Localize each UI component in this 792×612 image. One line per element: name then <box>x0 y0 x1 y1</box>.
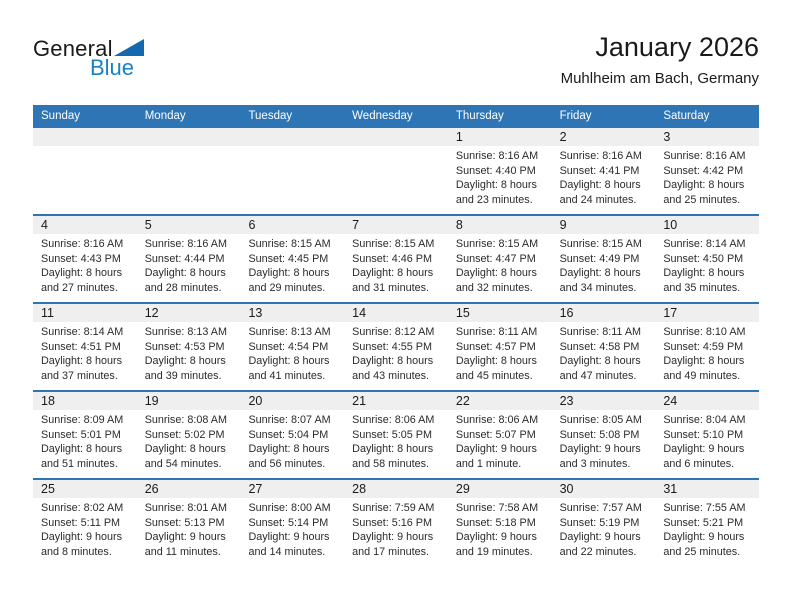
day-cell-details <box>137 234 241 302</box>
page-title: January 2026 <box>595 32 759 62</box>
day-number: 18 <box>41 394 55 408</box>
weekday-header-cell: Thursday <box>455 109 504 122</box>
day-number: 19 <box>144 394 159 408</box>
sunrise-text: Sunrise: 8:13 AM <box>144 326 227 338</box>
day-cell-details <box>33 498 137 566</box>
day-number: 22 <box>455 394 470 408</box>
day-cell-details <box>240 410 344 478</box>
week-row <box>33 214 759 302</box>
sunset-text: Sunset: 4:45 PM <box>248 252 329 265</box>
sunrise-text: Sunrise: 8:04 AM <box>663 414 746 426</box>
sunset-text: Sunset: 4:57 PM <box>455 340 536 353</box>
sunset-text: Sunset: 5:01 PM <box>41 428 121 441</box>
day-number: 31 <box>663 482 678 496</box>
day-cell-details <box>344 322 448 390</box>
day-number: 23 <box>559 394 574 408</box>
day-number: 21 <box>352 394 367 408</box>
sunrise-text: Sunrise: 8:09 AM <box>41 414 124 426</box>
sunset-text: Sunset: 5:14 PM <box>248 516 329 529</box>
sunrise-text: Sunrise: 8:16 AM <box>144 238 227 250</box>
sunrise-text: Sunrise: 8:07 AM <box>248 414 331 426</box>
sunset-text: Sunset: 4:46 PM <box>352 252 432 265</box>
day-number <box>240 128 344 146</box>
day-cell-details <box>552 498 656 566</box>
sunset-text: Sunset: 5:19 PM <box>559 516 640 529</box>
day-cell-details <box>240 498 344 566</box>
sunset-text: Sunset: 5:04 PM <box>248 428 329 441</box>
sunset-text: Sunset: 5:18 PM <box>455 516 536 529</box>
day-cell-details <box>240 146 344 214</box>
weekday-header-cell: Friday <box>559 109 592 122</box>
weekday-header-cell: Tuesday <box>248 109 293 122</box>
daylight-text: Daylight: 9 hours and 1 minute. <box>455 443 537 470</box>
daylight-text: Daylight: 8 hours and 34 minutes. <box>559 267 641 294</box>
day-number: 13 <box>248 306 263 320</box>
day-cell-details <box>33 410 137 478</box>
day-cell-details <box>448 146 552 214</box>
sunrise-text: Sunrise: 8:12 AM <box>352 326 435 338</box>
logo-triangle-icon <box>114 39 144 56</box>
daylight-text: Daylight: 8 hours and 35 minutes. <box>663 267 745 294</box>
weekday-header-cell: Saturday <box>663 109 710 122</box>
sunset-text: Sunset: 4:44 PM <box>144 252 225 265</box>
day-cell-details <box>448 410 552 478</box>
day-cell-details <box>655 234 759 302</box>
weekday-header-cell: Sunday <box>41 109 81 122</box>
logo-general-label: General <box>33 36 113 61</box>
daylight-text: Daylight: 8 hours and 58 minutes. <box>352 443 434 470</box>
sunrise-text: Sunrise: 8:02 AM <box>41 502 124 514</box>
sunrise-text: Sunrise: 8:14 AM <box>41 326 124 338</box>
sunrise-text: Sunrise: 8:06 AM <box>352 414 435 426</box>
sunrise-text: Sunrise: 8:14 AM <box>663 238 746 250</box>
week-details-row <box>33 234 759 302</box>
day-cell-details <box>655 498 759 566</box>
sunset-text: Sunset: 5:02 PM <box>144 428 225 441</box>
day-number <box>137 128 241 146</box>
sunset-text: Sunset: 5:21 PM <box>663 516 744 529</box>
daylight-text: Daylight: 8 hours and 24 minutes. <box>559 179 641 206</box>
day-cell-details <box>655 410 759 478</box>
sunrise-text: Sunrise: 8:06 AM <box>455 414 539 426</box>
logo-text-blue: Blue <box>90 55 135 80</box>
day-cell-details <box>240 234 344 302</box>
day-number: 24 <box>663 394 678 408</box>
day-cell-details <box>448 234 552 302</box>
sunrise-text: Sunrise: 8:11 AM <box>559 326 642 338</box>
day-cell-details <box>655 146 759 214</box>
calendar-table <box>33 105 759 566</box>
sunset-text: Sunset: 4:55 PM <box>352 340 432 353</box>
day-number: 29 <box>455 482 470 496</box>
sunrise-text: Sunrise: 7:57 AM <box>559 502 642 514</box>
week-details-row <box>33 146 759 214</box>
day-cell-details <box>552 234 656 302</box>
day-cell-details <box>552 322 656 390</box>
day-number: 20 <box>248 394 263 408</box>
sunrise-text: Sunrise: 8:16 AM <box>455 150 539 162</box>
day-number: 25 <box>41 482 55 496</box>
day-number-band <box>33 304 759 322</box>
daylight-text: Daylight: 8 hours and 27 minutes. <box>41 267 123 294</box>
week-row <box>33 478 759 566</box>
sunset-text: Sunset: 4:43 PM <box>41 252 121 265</box>
week-details-row <box>33 322 759 390</box>
daylight-text: Daylight: 9 hours and 22 minutes. <box>559 531 641 558</box>
sunrise-text: Sunrise: 8:15 AM <box>559 238 642 250</box>
day-number: 10 <box>663 218 678 232</box>
day-cell-details <box>552 146 656 214</box>
day-number: 28 <box>352 482 367 496</box>
sunrise-text: Sunrise: 8:01 AM <box>144 502 227 514</box>
sunrise-text: Sunrise: 8:15 AM <box>352 238 435 250</box>
sunset-text: Sunset: 5:13 PM <box>144 516 225 529</box>
day-number: 9 <box>559 218 567 232</box>
sunset-text: Sunset: 4:50 PM <box>663 252 744 265</box>
day-cell-details <box>448 498 552 566</box>
sunset-text: Sunset: 4:54 PM <box>248 340 329 353</box>
day-number-band <box>33 216 759 234</box>
day-number: 14 <box>352 306 367 320</box>
daylight-text: Daylight: 9 hours and 19 minutes. <box>455 531 537 558</box>
day-cell-details <box>655 322 759 390</box>
day-number: 16 <box>559 306 574 320</box>
daylight-text: Daylight: 9 hours and 14 minutes. <box>248 531 330 558</box>
weekday-header-cell: Monday <box>144 109 186 122</box>
day-cell-details <box>240 322 344 390</box>
sunset-text: Sunset: 5:07 PM <box>455 428 536 441</box>
day-number <box>33 128 137 146</box>
day-number: 3 <box>663 130 671 144</box>
day-cell-details <box>33 234 137 302</box>
day-number: 15 <box>455 306 470 320</box>
daylight-text: Daylight: 9 hours and 3 minutes. <box>559 443 641 470</box>
day-cell-details <box>552 410 656 478</box>
day-number: 26 <box>144 482 159 496</box>
weekday-header-cell: Wednesday <box>352 109 413 122</box>
day-cell-details <box>137 498 241 566</box>
week-details-row <box>33 410 759 478</box>
day-number: 4 <box>41 218 48 232</box>
daylight-text: Daylight: 9 hours and 25 minutes. <box>663 531 745 558</box>
day-cell-details <box>344 498 448 566</box>
day-number: 12 <box>144 306 159 320</box>
day-number: 11 <box>41 306 54 320</box>
day-number: 8 <box>455 218 463 232</box>
daylight-text: Daylight: 8 hours and 51 minutes. <box>41 443 123 470</box>
sunrise-text: Sunrise: 8:15 AM <box>248 238 331 250</box>
week-details-row <box>33 498 759 566</box>
sunset-text: Sunset: 4:47 PM <box>455 252 536 265</box>
daylight-text: Daylight: 9 hours and 17 minutes. <box>352 531 434 558</box>
week-row <box>33 390 759 478</box>
day-cell-details <box>33 322 137 390</box>
daylight-text: Daylight: 8 hours and 39 minutes. <box>144 355 226 382</box>
sunrise-text: Sunrise: 7:55 AM <box>663 502 746 514</box>
sunset-text: Sunset: 4:59 PM <box>663 340 744 353</box>
day-cell-details <box>344 234 448 302</box>
day-cell-details <box>137 410 241 478</box>
brand-logo <box>33 36 144 81</box>
calendar-grid <box>33 126 759 566</box>
sunset-text: Sunset: 5:08 PM <box>559 428 640 441</box>
daylight-text: Daylight: 8 hours and 47 minutes. <box>559 355 641 382</box>
sunset-text: Sunset: 5:05 PM <box>352 428 432 441</box>
day-number: 2 <box>559 130 567 144</box>
daylight-text: Daylight: 8 hours and 54 minutes. <box>144 443 226 470</box>
sunrise-text: Sunrise: 8:16 AM <box>559 150 642 162</box>
daylight-text: Daylight: 8 hours and 29 minutes. <box>248 267 330 294</box>
sunrise-text: Sunrise: 8:05 AM <box>559 414 642 426</box>
sunset-text: Sunset: 4:49 PM <box>559 252 640 265</box>
day-cell-details <box>137 146 241 214</box>
day-number: 17 <box>663 306 678 320</box>
daylight-text: Daylight: 8 hours and 56 minutes. <box>248 443 330 470</box>
day-number: 5 <box>144 218 152 232</box>
daylight-text: Daylight: 8 hours and 23 minutes. <box>455 179 537 206</box>
day-cell-details <box>137 322 241 390</box>
day-number-band <box>33 480 759 498</box>
day-cell-details <box>344 410 448 478</box>
day-number: 6 <box>248 218 256 232</box>
week-row <box>33 302 759 390</box>
day-cell-details <box>33 146 137 214</box>
daylight-text: Daylight: 8 hours and 31 minutes. <box>352 267 434 294</box>
daylight-text: Daylight: 9 hours and 11 minutes. <box>144 531 226 558</box>
sunrise-text: Sunrise: 8:16 AM <box>41 238 124 250</box>
sunset-text: Sunset: 4:58 PM <box>559 340 640 353</box>
sunset-text: Sunset: 4:51 PM <box>41 340 121 353</box>
day-cell-details <box>448 322 552 390</box>
daylight-text: Daylight: 8 hours and 49 minutes. <box>663 355 745 382</box>
week-row <box>33 126 759 214</box>
day-number-band <box>33 392 759 410</box>
day-number: 30 <box>559 482 574 496</box>
day-number: 1 <box>455 130 463 144</box>
daylight-text: Daylight: 9 hours and 6 minutes. <box>663 443 745 470</box>
sunrise-text: Sunrise: 8:00 AM <box>248 502 331 514</box>
daylight-text: Daylight: 8 hours and 41 minutes. <box>248 355 330 382</box>
sunrise-text: Sunrise: 8:13 AM <box>248 326 331 338</box>
daylight-text: Daylight: 8 hours and 37 minutes. <box>41 355 123 382</box>
sunrise-text: Sunrise: 8:10 AM <box>663 326 746 338</box>
daylight-text: Daylight: 8 hours and 32 minutes. <box>455 267 537 294</box>
sunrise-text: Sunrise: 8:11 AM <box>455 326 538 338</box>
day-number: 7 <box>352 218 360 232</box>
day-cell-details <box>344 146 448 214</box>
day-number: 27 <box>248 482 263 496</box>
daylight-text: Daylight: 8 hours and 45 minutes. <box>455 355 537 382</box>
sunrise-text: Sunrise: 8:16 AM <box>663 150 746 162</box>
sunset-text: Sunset: 4:53 PM <box>144 340 225 353</box>
daylight-text: Daylight: 8 hours and 25 minutes. <box>663 179 745 206</box>
sunset-text: Sunset: 4:42 PM <box>663 164 744 177</box>
sunrise-text: Sunrise: 7:59 AM <box>352 502 435 514</box>
daylight-text: Daylight: 9 hours and 8 minutes. <box>41 531 123 558</box>
sunrise-text: Sunrise: 8:08 AM <box>144 414 227 426</box>
sunrise-text: Sunrise: 7:58 AM <box>455 502 539 514</box>
page-subtitle: Muhlheim am Bach, Germany <box>560 70 759 87</box>
sunset-text: Sunset: 4:41 PM <box>559 164 640 177</box>
sunrise-text: Sunrise: 8:15 AM <box>455 238 539 250</box>
sunset-text: Sunset: 5:16 PM <box>352 516 432 529</box>
sunset-text: Sunset: 5:11 PM <box>41 516 121 529</box>
daylight-text: Daylight: 8 hours and 28 minutes. <box>144 267 226 294</box>
title-block <box>561 32 759 87</box>
day-number-band <box>33 128 759 146</box>
weekday-header-row <box>33 105 759 126</box>
sunset-text: Sunset: 4:40 PM <box>455 164 536 177</box>
sunset-text: Sunset: 5:10 PM <box>663 428 744 441</box>
day-number <box>344 128 448 146</box>
daylight-text: Daylight: 8 hours and 43 minutes. <box>352 355 434 382</box>
